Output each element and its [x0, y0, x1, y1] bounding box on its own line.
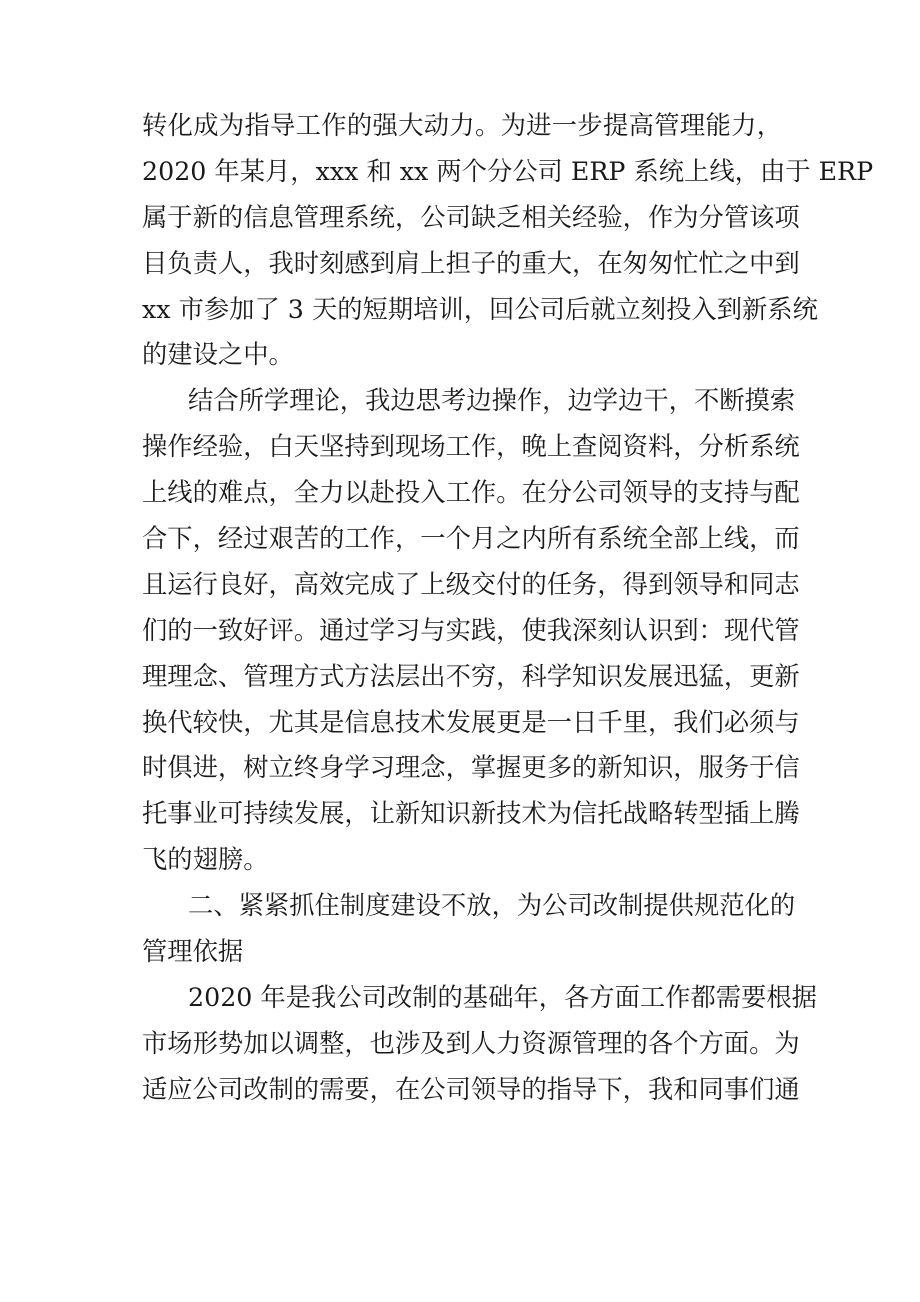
text-line: 合下，经过艰苦的工作，一个月之内所有系统全部上线，而: [142, 524, 800, 554]
text-line: 2020 年某月，xxx 和 xx 两个分公司 ERP 系统上线，由于 ERP: [142, 156, 874, 186]
text-line: 结合所学理论，我边思考边操作，边学边干，不断摸索: [188, 386, 796, 416]
text-line: 管理依据: [142, 937, 244, 967]
text-line: 们的一致好评。通过学习与实践，使我深刻认识到：现代管: [142, 615, 800, 645]
text-line: 2020 年是我公司改制的基础年，各方面工作都需要根据: [188, 982, 817, 1012]
paragraph-p2: [142, 378, 800, 883]
paragraph-p1: [142, 103, 874, 378]
text-line: 飞的翅膀。: [142, 845, 269, 875]
text-line: 上线的难点，全力以赴投入工作。在分公司领导的支持与配: [142, 478, 800, 508]
paragraph-p3: [142, 883, 796, 975]
text-line: 转化成为指导工作的强大动力。为进一步提高管理能力，: [142, 111, 782, 140]
document-body: [142, 103, 874, 1113]
text-line: 操作经验，白天坚持到现场工作，晚上查阅资料，分析系统: [142, 432, 800, 462]
text-line: 托事业可持续发展，让新知识新技术为信托战略转型插上腾: [142, 799, 800, 829]
text-line: 且运行良好，高效完成了上级交付的任务，得到领导和同志: [142, 569, 800, 599]
text-line: 目负责人，我时刻感到肩上担子的重大，在匆匆忙忙之中到: [142, 248, 800, 278]
text-line: 属于新的信息管理系统，公司缺乏相关经验，作为分管该项: [142, 202, 800, 232]
text-line: 二、紧紧抓住制度建设不放，为公司改制提供规范化的: [188, 891, 796, 921]
paragraph-p4: [142, 975, 817, 1113]
text-line: 的建设之中。: [142, 340, 294, 370]
text-line: 市场形势加以调整，也涉及到人力资源管理的各个方面。为: [142, 1028, 800, 1058]
text-line: 时俱进，树立终身学习理念，掌握更多的新知识，服务于信: [142, 753, 800, 783]
text-line: 换代较快，尤其是信息技术发展更是一日千里，我们必须与: [142, 707, 800, 737]
text-line: 适应公司改制的需要，在公司领导的指导下，我和同事们通: [142, 1074, 800, 1104]
text-line: 理理念、管理方式方法层出不穷，科学知识发展迅猛，更新: [142, 661, 800, 691]
text-line: xx 市参加了 3 天的短期培训，回公司后就立刻投入到新系统: [142, 294, 818, 324]
